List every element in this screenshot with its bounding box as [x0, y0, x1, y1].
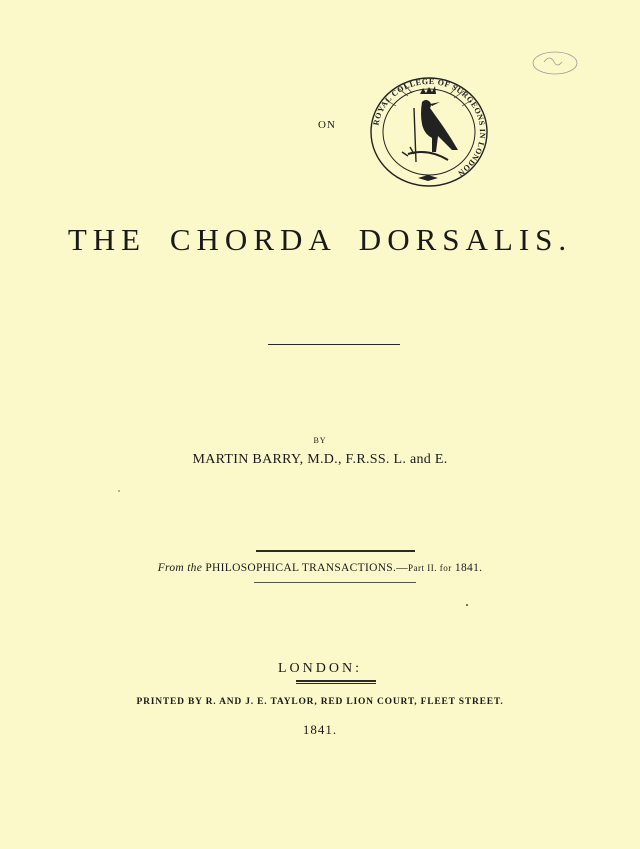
- by-label: BY: [313, 436, 327, 445]
- city-underline: [296, 683, 376, 684]
- pencil-mark-icon: [530, 48, 580, 78]
- imprint-city: LONDON:: [278, 661, 362, 676]
- imprint-year: 1841.: [302, 722, 338, 737]
- source-line: [0, 562, 640, 574]
- author-name: MARTIN BARRY, M.D., F.R.SS. L. and E.: [192, 452, 448, 467]
- from-the-text: From the: [157, 562, 203, 574]
- city-underline: [296, 680, 376, 682]
- divider-rule: [256, 550, 415, 552]
- part-text: Part II. for: [407, 563, 452, 573]
- printer-line: PRINTED BY R. AND J. E. TAYLOR, RED LION COURT, FLEET STREET.: [136, 697, 504, 707]
- library-seal-icon: [368, 74, 490, 190]
- divider-rule: [254, 582, 416, 583]
- on-label: ON: [318, 119, 336, 131]
- source-year: 1841.: [454, 562, 483, 574]
- ink-speck: [118, 490, 120, 492]
- ink-speck: [466, 604, 468, 606]
- page-title: THE CHORDA DORSALIS.: [67, 222, 573, 257]
- publication-name: PHILOSOPHICAL TRANSACTIONS.—: [205, 562, 408, 574]
- seal-inscription: ROYAL COLLEGE OF SURGEONS IN LONDON: [371, 76, 488, 178]
- divider-rule: [268, 344, 400, 345]
